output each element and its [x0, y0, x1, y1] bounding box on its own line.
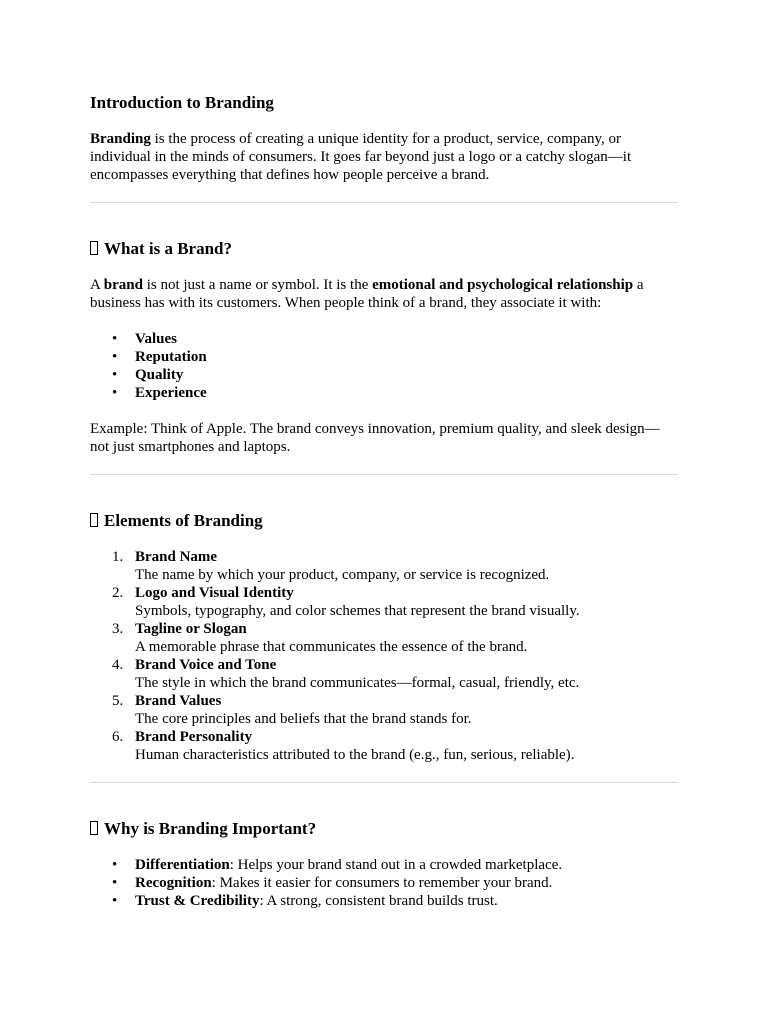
list-item-label: Quality [135, 367, 184, 383]
list-item-label: Experience [135, 385, 207, 401]
list-item-name: Brand Personality [135, 729, 253, 745]
list-item-description: Human characteristics attributed to the brand (e.g., fun, serious, reliable). [135, 747, 575, 763]
what-is-bold-brand: brand [103, 277, 143, 293]
list-item-number: 4. [112, 657, 124, 673]
brand-association-list [90, 330, 678, 402]
missing-glyph-box-icon [90, 513, 98, 527]
list-item-text: : Makes it easier for consumers to remember your brand. [211, 875, 553, 891]
list-item [90, 874, 678, 892]
divider-3 [90, 782, 678, 783]
list-item [90, 656, 678, 692]
intro-heading: Introduction to Branding [90, 93, 274, 112]
list-item-term: Trust & Credibility [135, 893, 260, 909]
intro-paragraph [90, 130, 678, 184]
list-item [90, 892, 678, 910]
elements-heading [90, 510, 678, 532]
list-item-description: The style in which the brand communicates—formal, casual, friendly, etc. [135, 675, 580, 691]
list-item-text: : Helps your brand stand out in a crowded marketplace. [229, 857, 563, 873]
list-item [90, 728, 678, 764]
list-item [90, 856, 678, 874]
list-item-number: 1. [112, 549, 124, 565]
list-item-number: 5. [112, 693, 124, 709]
intro-bold-lead: Branding [90, 131, 151, 147]
what-is-bold-relationship: emotional and psychological relationship [372, 277, 634, 293]
what-is-text-b: is not just a name or symbol. It is the [142, 277, 373, 293]
list-item [90, 330, 678, 348]
divider-1 [90, 202, 678, 203]
list-item-number: 3. [112, 621, 124, 637]
list-item-name: Brand Values [135, 693, 222, 709]
list-item [90, 366, 678, 384]
list-item [90, 620, 678, 656]
list-item [90, 384, 678, 402]
what-is-brand-title: What is a Brand? [104, 239, 232, 258]
list-item-term: Differentiation [135, 857, 230, 873]
what-is-brand-heading [90, 238, 678, 260]
importance-list [90, 856, 678, 910]
list-item-description: The name by which your product, company, or service is recognized. [135, 567, 550, 583]
list-item [90, 584, 678, 620]
what-is-text-a: A [90, 277, 104, 293]
elements-list [90, 548, 678, 764]
importance-heading [90, 818, 678, 840]
list-item-number: 2. [112, 585, 124, 601]
importance-title: Why is Branding Important? [104, 819, 317, 838]
what-is-brand-paragraph [90, 276, 678, 312]
list-item-text: : A strong, consistent brand builds trust. [259, 893, 498, 909]
what-is-text-c: a business has with its customers. When people think of a brand, they associate it with: [90, 277, 644, 311]
list-item [90, 692, 678, 728]
list-item-label: Values [135, 331, 177, 347]
list-item-description: Symbols, typography, and color schemes that represent the brand visually. [135, 603, 580, 619]
list-item-number: 6. [112, 729, 124, 745]
list-item [90, 348, 678, 366]
missing-glyph-box-icon [90, 821, 98, 835]
list-item-label: Reputation [135, 349, 207, 365]
missing-glyph-box-icon [90, 241, 98, 255]
list-item-description: The core principles and beliefs that the brand stands for. [135, 711, 472, 727]
document-page [90, 92, 678, 910]
list-item-name: Tagline or Slogan [135, 621, 247, 637]
divider-2 [90, 474, 678, 475]
list-item-description: A memorable phrase that communicates the essence of the brand. [135, 639, 528, 655]
list-item-name: Brand Voice and Tone [135, 657, 277, 673]
list-item-term: Recognition [135, 875, 212, 891]
intro-text: is the process of creating a unique identity for a product, service, company, or individual in the minds of consumers. It goes far beyond just a logo or a catchy slogan—it encompasses everything that defines how people perceive a brand. [90, 131, 632, 183]
list-item-name: Logo and Visual Identity [135, 585, 294, 601]
example-paragraph: Example: Think of Apple. The brand conveys innovation, premium quality, and sleek design—not just smartphones and laptops. [90, 421, 660, 455]
list-item [90, 548, 678, 584]
elements-title: Elements of Branding [104, 511, 263, 530]
list-item-name: Brand Name [135, 549, 218, 565]
